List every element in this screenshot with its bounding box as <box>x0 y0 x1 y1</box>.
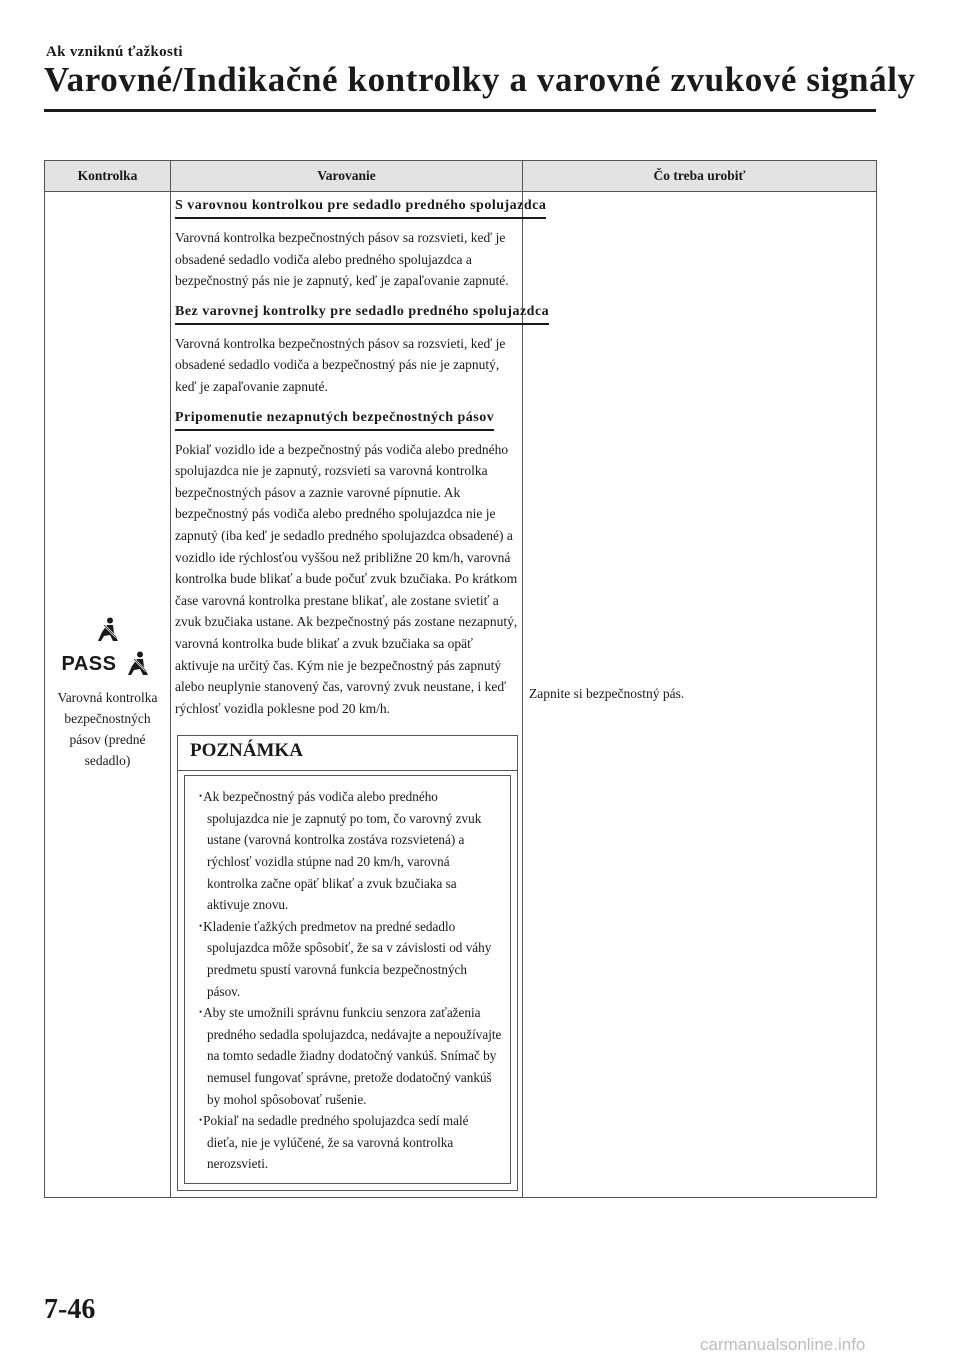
pass-label: PASS <box>61 653 117 676</box>
table-header-row <box>45 161 877 192</box>
note-body <box>184 775 511 1184</box>
table-row <box>45 192 877 1198</box>
section-label: Ak vzniknú ťažkosti <box>46 44 183 60</box>
seatbelt-icon <box>96 617 120 643</box>
indicator-caption: Varovná kontrolka bezpečnostných pásov (predné sedadlo) <box>57 690 158 769</box>
indicator-cell <box>45 192 171 1198</box>
watermark: carmanualsonline.info <box>700 1335 866 1354</box>
page-number: 7-46 <box>44 1294 96 1325</box>
note-item: • Aby ste umožnili správnu funkciu senzora zaťaženia predného sedadla spolujazdca, nedávajte a nepoužívajte na tomto sedadle žiadny dodatočný vankúš. Snímač by nemusel fungovať správne, pretože dodatočný vankúš by mohol spôsobovať rušenie. <box>197 1002 502 1110</box>
subheading-with-passenger-light: S varovnou kontrolkou pre sedadlo predného spolujazdca <box>175 198 546 219</box>
indicator-symbols <box>58 617 158 677</box>
page-title: Varovné/Indikačné kontrolky a varovné zvukové signály <box>44 60 916 99</box>
note-header <box>178 736 517 771</box>
warning-cell <box>171 192 550 1198</box>
paragraph-belt-reminder: Pokiaľ vozidlo ide a bezpečnostný pás vodiča alebo predného spolujazdca nie je zapnutý, rozsvieti sa varovná kontrolka bezpečnostných pásov a zaznie varovné pípnutie. Ak bezpečnostný pás vodiča alebo predného spolujazdca nie je zapnutý (iba keď je sedadlo predného spolujazdca obsadené) a vozidlo ide rýchlosťou vyššou než približne 20 km/h, varovná kontrolka bude blikať a bude počuť zvuk bzučiaka. Po krátkom čase varovná kontrolka prestane blikať, ale zostane svietiť a zvuk bzučiaka ustane. Ak bezpečnostný pás zostane nezapnutý, varovná kontrolka bude blikať a zvuk bzučiaka sa opäť aktivuje na určitý čas. Kým nie je bezpečnostný pás zapnutý alebo neuplynie stanovený čas, varovný zvuk neustane, i keď rýchlosť vozidla poklesne pod 20 km/h. <box>175 441 518 716</box>
note-box <box>177 735 518 1191</box>
note-item: • Pokiaľ na sedadle predného spolujazdca sedí malé dieťa, nie je vylúčené, že sa varovná kontrolka nerozsvieti. <box>197 1110 502 1175</box>
note-item: • Ak bezpečnostný pás vodiča alebo predného spolujazdca nie je zapnutý po tom, čo varovný zvuk ustane (varovná kontrolka zostáva rozsvietená) a rýchlosť vozidla stúpne nad 20 km/h, varovná kontrolka začne opäť blikať a zvuk bzučiaka sa aktivuje znovu. <box>197 786 502 916</box>
note-title: POZNÁMKA <box>190 740 303 762</box>
title-divider <box>44 109 876 112</box>
paragraph-without-passenger-light: Varovná kontrolka bezpečnostných pásov sa rozsvieti, keď je obsadené sedadlo vodiča a bezpečnostný pás nie je zapnutý, keď je zapaľovanie zapnuté. <box>175 335 506 394</box>
column-header-action: Čo treba urobiť <box>523 161 877 192</box>
seatbelt-icon <box>126 651 150 677</box>
warning-lights-table <box>44 160 877 1198</box>
subheading-without-passenger-light: Bez varovnej kontrolky pre sedadlo predného spolujazdca <box>175 304 549 325</box>
column-header-warning: Varovanie <box>171 161 523 192</box>
paragraph-with-passenger-light: Varovná kontrolka bezpečnostných pásov sa rozsvieti, keď je obsadené sedadlo vodiča alebo predného spolujazdca a bezpečnostný pás nie je zapnutý, keď je zapaľovanie zapnuté. <box>175 230 509 289</box>
subheading-belt-reminder: Pripomenutie nezapnutých bezpečnostných pásov <box>175 410 494 431</box>
action-cell: Zapnite si bezpečnostný pás. <box>523 192 877 1198</box>
note-item: • Kladenie ťažkých predmetov na predné sedadlo spolujazdca môže spôsobiť, že sa v závislosti od váhy predmetu spustí varovná funkcia bezpečnostných pásov. <box>197 916 502 1002</box>
column-header-indicator: Kontrolka <box>45 161 171 192</box>
